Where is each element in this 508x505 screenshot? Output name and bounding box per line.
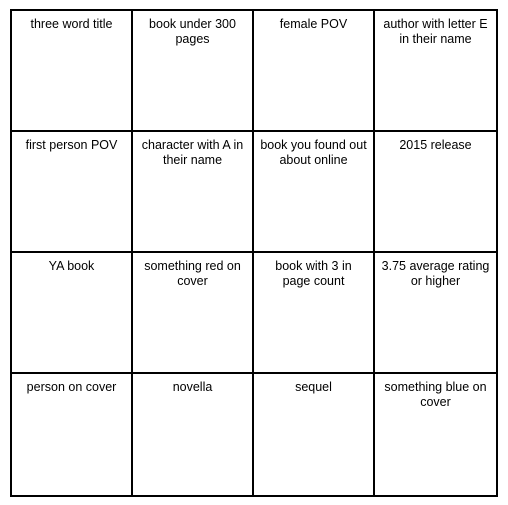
bingo-cell-person-on-cover xyxy=(12,374,133,495)
bingo-cell-label: person on cover xyxy=(26,380,117,394)
bingo-cell-red-cover xyxy=(133,253,254,374)
bingo-cell-blue-cover xyxy=(375,374,496,495)
bingo-cell-under-300-pages xyxy=(133,11,254,132)
bingo-cell-ya-book xyxy=(12,253,133,374)
bingo-cell-label: character with A in their name xyxy=(141,138,244,167)
bingo-cell-label: something blue on cover xyxy=(384,380,487,409)
bingo-cell-sequel xyxy=(254,374,375,495)
bingo-cell-label: book under 300 pages xyxy=(149,17,236,46)
bingo-cell-character-with-a xyxy=(133,132,254,253)
bingo-cell-label: sequel xyxy=(295,380,332,394)
bingo-cell-label: author with letter E in their name xyxy=(383,17,488,46)
bingo-cell-novella xyxy=(133,374,254,495)
bingo-cell-label: book with 3 in page count xyxy=(275,259,352,288)
bingo-cell-label: 3.75 average rating or higher xyxy=(381,259,490,288)
bingo-cell-label: novella xyxy=(172,380,213,394)
bingo-cell-label: 2015 release xyxy=(399,138,472,152)
bingo-cell-first-person-pov xyxy=(12,132,133,253)
bingo-cell-2015-release xyxy=(375,132,496,253)
bingo-board xyxy=(10,9,498,497)
bingo-cell-label: three word title xyxy=(30,17,113,31)
bingo-cell-three-word-title xyxy=(12,11,133,132)
bingo-cell-label: YA book xyxy=(48,259,95,273)
bingo-cell-female-pov xyxy=(254,11,375,132)
bingo-cell-3-in-page-count xyxy=(254,253,375,374)
bingo-cell-label: first person POV xyxy=(25,138,118,152)
bingo-cell-label: something red on cover xyxy=(144,259,241,288)
bingo-cell-found-online xyxy=(254,132,375,253)
bingo-cell-label: book you found out about online xyxy=(260,138,367,167)
bingo-cell-author-letter-e xyxy=(375,11,496,132)
bingo-cell-label: female POV xyxy=(279,17,348,31)
bingo-cell-rating xyxy=(375,253,496,374)
